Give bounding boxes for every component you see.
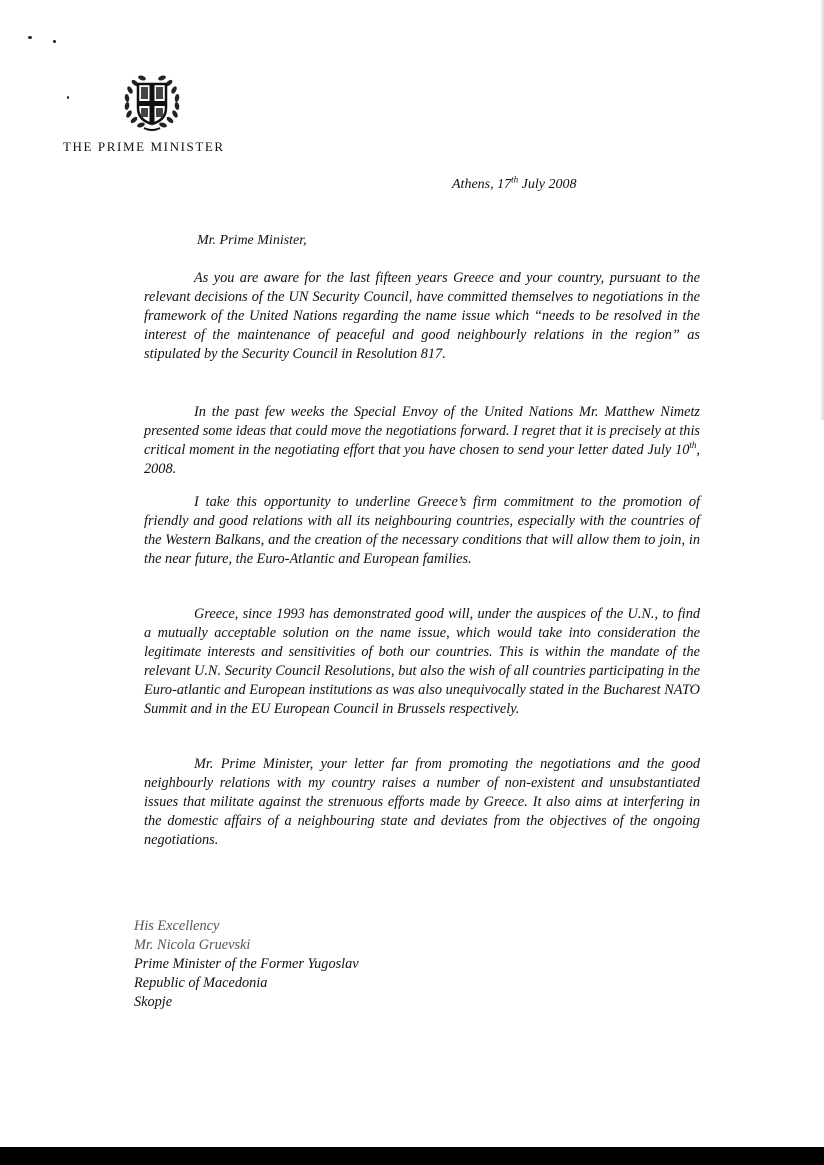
- letter-date: [452, 174, 577, 193]
- addressee-line-4: Republic of Macedonia: [134, 975, 268, 991]
- addressee-block: [134, 917, 359, 1012]
- date-prefix: Athens, 17: [452, 177, 512, 192]
- addressee-line-3: Prime Minister of the Former Yugoslav: [134, 956, 359, 972]
- date-suffix: July 2008: [518, 177, 577, 192]
- addressee-line-2: Mr. Nicola Gruevski: [134, 937, 251, 953]
- paragraph-2: [144, 403, 700, 479]
- addressee-line-5: Skopje: [134, 994, 173, 1010]
- letterhead-title: THE PRIME MINISTER: [63, 139, 225, 154]
- greek-coat-of-arms-icon: [120, 72, 184, 132]
- paragraph-2-superscript: th: [689, 440, 697, 451]
- paragraph-2-end: , 2008.: [144, 442, 700, 477]
- salutation: Mr. Prime Minister,: [197, 233, 307, 248]
- scan-bottom-border: [0, 1147, 824, 1165]
- date-superscript: th: [511, 174, 519, 185]
- scan-speck: [53, 40, 56, 43]
- paragraph-3: I take this opportunity to underline Greece’s firm commitment to the promotion of friendly and good relations with all its neighbouring countries, especially with the countries of the Western Balkans, and the creation of the necessary conditions that will allow them to join, in the near future, the Euro-Atlantic and European families.: [144, 494, 700, 567]
- paragraph-4: Greece, since 1993 has demonstrated good will, under the auspices of the U.N., to find a mutually acceptable solution on the name issue, which would take into consideration the legitimate interests and sensitivities of both our countries. This is within the mandate of the relevant U.N. Security Council Resolutions, but also the wish of all countries participating in the Euro-atlantic and European institutions as was also unequivocally stated in the Bucharest NATO Summit and in the EU European Council in Brussels respectively.: [144, 606, 700, 717]
- paragraph-2-main: In the past few weeks the Special Envoy of the United Nations Mr. Matthew Nimetz presented some ideas that could move the negotiations forward. I regret that it is precisely at this critical moment in the negotiating effort that you have chosen to send your letter dated July 10: [144, 404, 700, 458]
- paragraph-5: Mr. Prime Minister, your letter far from promoting the negotiations and the good neighbourly relations with my country raises a number of non-existent and unsubstantiated issues that militate against the strenuous efforts made by Greece. It also aims at interfering in the domestic affairs of a neighbouring state and deviates from the objectives of the ongoing negotiations.: [144, 756, 700, 848]
- scan-speck: [28, 36, 32, 39]
- scan-edge-shadow: [820, 0, 824, 420]
- scan-speck: [67, 96, 69, 99]
- addressee-line-1: His Excellency: [134, 918, 220, 934]
- paragraph-1: As you are aware for the last fifteen years Greece and your country, pursuant to the relevant decisions of the UN Security Council, have committed themselves to negotiations in the framework of the United Nations regarding the name issue which “needs to be resolved in the interest of the maintenance of peaceful and good neighbourly relations in the region” as stipulated by the Security Council in Resolution 817.: [144, 270, 700, 362]
